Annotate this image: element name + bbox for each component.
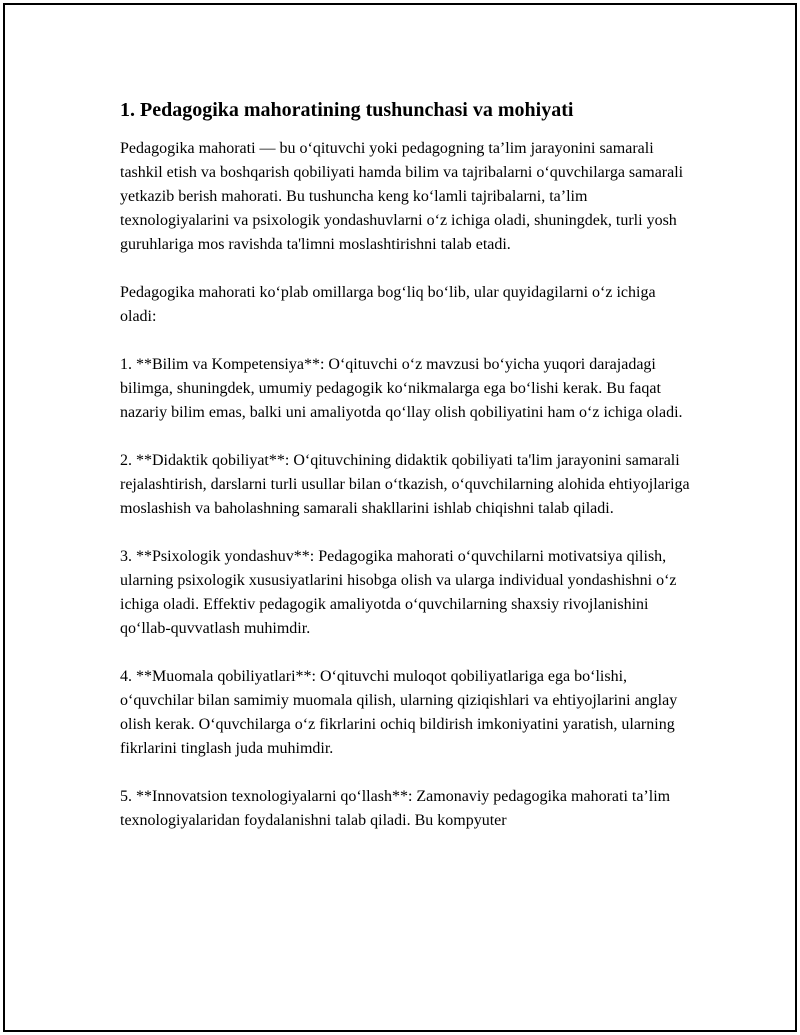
factor-psychology-paragraph: 3. **Psixologik yondashuv**: Pedagogika mahorati o‘quvchilarni motivatsiya qilish, ularning psixologik xususiyatlarini hisobga olish va ularga individual yondashishni o‘z ichiga oladi. Effektiv pedagogik amaliyotda o‘quvchilarning shaxsiy rivojlanishini qo‘llab-quvvatlash muhimdir. bbox=[120, 548, 677, 637]
factor-innovation-paragraph: 5. **Innovatsion texnologiyalarni qo‘llash**: Zamonaviy pedagogika mahorati ta’lim texnologiyalaridan foydalanishni talab qiladi. Bu kompyuter bbox=[120, 788, 671, 829]
factor-didactic-paragraph: 2. **Didaktik qobiliyat**: O‘qituvchining didaktik qobiliyati ta'lim jarayonini samarali rejalashtirish, darslarni turli usullar bilan o‘tkazish, o‘quvchilarning alohida ehtiyojlariga moslashish va baholashning samarali shakllarini ishlab chiqishni talab qiladi. bbox=[120, 452, 690, 517]
factor-knowledge-paragraph: 1. **Bilim va Kompetensiya**: O‘qituvchi o‘z mavzusi bo‘yicha yuqori darajadagi bilimga, shuningdek, umumiy pedagogik ko‘nikmalarga ega bo‘lishi kerak. Bu faqat nazariy bilim emas, balki uni amaliyotda qo‘llay olish qobiliyatini ham o‘z ichiga oladi. bbox=[120, 356, 683, 421]
factors-intro-paragraph: Pedagogika mahorati ko‘plab omillarga bog‘liq bo‘lib, ular quyidagilarni o‘z ichiga oladi: bbox=[120, 284, 656, 325]
document-body bbox=[120, 97, 695, 833]
document-page bbox=[3, 3, 797, 1032]
section-heading: 1. Pedagogika mahoratining tushunchasi va mohiyati bbox=[120, 99, 574, 121]
factor-communication-paragraph: 4. **Muomala qobiliyatlari**: O‘qituvchi muloqot qobiliyatlariga ega bo‘lishi, o‘quvchilar bilan samimiy muomala qilish, ularning qiziqishlari va ehtiyojlarini anglay olish kerak. O‘quvchilarga o‘z fikrlarini ochiq bildirish imkoniyatini yaratish, ularning fikrlarini tinglash juda muhimdir. bbox=[120, 668, 678, 757]
intro-paragraph: Pedagogika mahorati — bu o‘qituvchi yoki pedagogning ta’lim jarayonini samarali tashkil etish va boshqarish qobiliyati hamda bilim va tajribalarni o‘quvchilarga samarali yetkazib berish mahorati. Bu tushuncha keng ko‘lamli tajribalarni, ta’lim texnologiyalarini va psixologik yondashuvlarni o‘z ichiga oladi, shuningdek, turli yosh guruhlariga mos ravishda ta'limni moslashtirishni talab etadi. bbox=[120, 140, 684, 253]
